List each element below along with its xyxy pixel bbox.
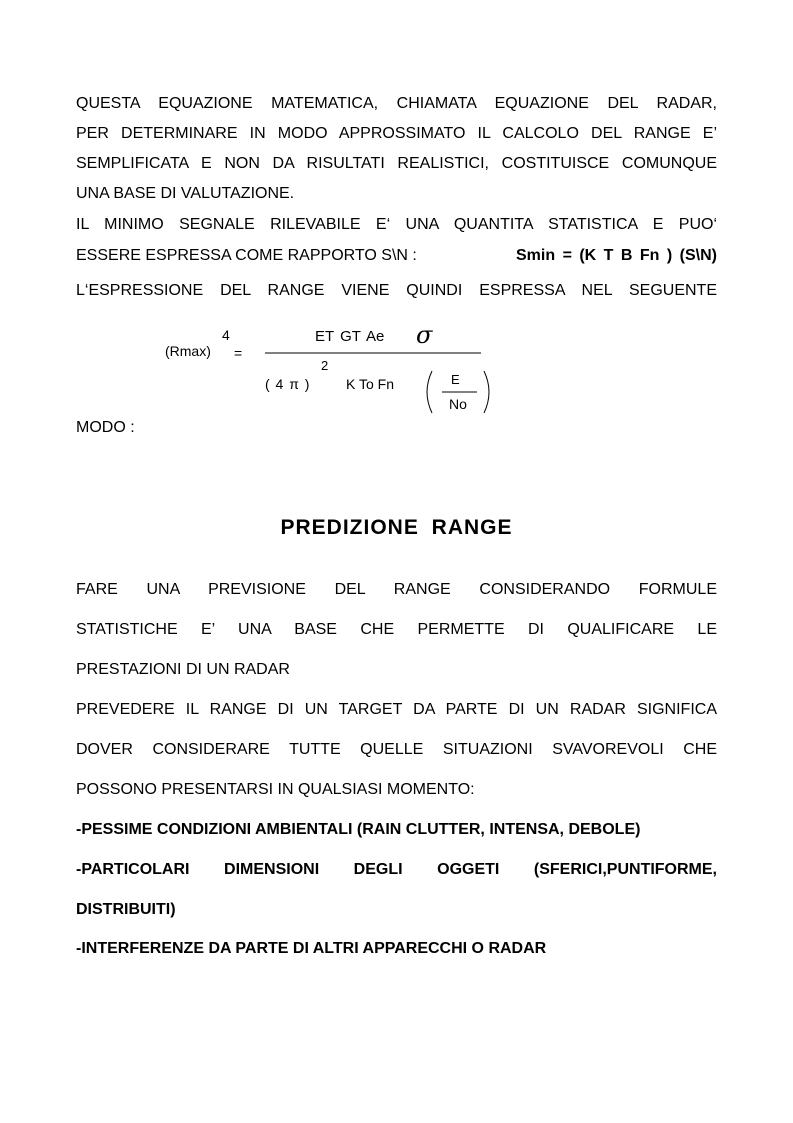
paragraph-line: SEMPLIFICATA E NON DA RISULTATI REALISTICI, COSTITUISCE COMUNQUE — [76, 155, 717, 172]
paragraph-line: MODO : — [76, 419, 135, 436]
equation-fraction-lines — [0, 0, 793, 430]
equation-equals: = — [234, 345, 243, 361]
list-item: -PESSIME CONDIZIONI AMBIENTALI (RAIN CLUTTER, INTENSA, DEBOLE) — [76, 821, 641, 838]
paragraph-line: IL MINIMO SEGNALE RILEVABILE E‘ UNA QUANTITA STATISTICA E PUO‘ — [76, 216, 717, 233]
paragraph-line: STATISTICHE E’ UNA BASE CHE PERMETTE DI QUALIFICARE LE — [76, 621, 717, 638]
list-item-continuation: DISTRIBUITI) — [76, 901, 176, 918]
sigma-symbol: σ — [416, 321, 433, 349]
paragraph-text: ESSERE ESPRESSA COME RAPPORTO S\N : — [76, 247, 417, 264]
paragraph-line: PREVEDERE IL RANGE DI UN TARGET DA PARTE DI UN RADAR SIGNIFICA — [76, 701, 717, 718]
paragraph-line: PER DETERMINARE IN MODO APPROSSIMATO IL CALCOLO DEL RANGE E’ — [76, 125, 717, 142]
paragraph-line: UNA BASE DI VALUTAZIONE. — [76, 185, 295, 202]
equation-ratio-denominator: No — [449, 396, 467, 412]
section-title: PREDIZIONE RANGE — [280, 516, 513, 539]
equation-ratio-numerator: E — [451, 372, 460, 387]
right-paren — [484, 371, 489, 413]
equation-denominator-terms: K To Fn — [346, 376, 394, 392]
paragraph-line: PRESTAZIONI DI UN RADAR — [76, 661, 290, 678]
paragraph-line: L‘ESPRESSIONE DEL RANGE VIENE QUINDI ESPRESSA NEL SEGUENTE — [76, 282, 717, 299]
equation-denominator-base: ( 4 π ) — [265, 376, 310, 392]
equation-numerator: ET GT Ae — [315, 328, 385, 345]
paragraph-line: QUESTA EQUAZIONE MATEMATICA, CHIAMATA EQUAZIONE DEL RADAR, — [76, 95, 717, 112]
paragraph-line: POSSONO PRESENTARSI IN QUALSIASI MOMENTO: — [76, 781, 475, 798]
smin-formula: Smin = (K T B Fn ) (S\N) — [516, 247, 717, 264]
equation-lhs-exponent: 4 — [222, 327, 230, 343]
list-item: -INTERFERENZE DA PARTE DI ALTRI APPARECCHI O RADAR — [76, 940, 547, 957]
equation-denominator-exponent: 2 — [321, 358, 329, 373]
equation-lhs: (Rmax) — [165, 343, 211, 359]
paragraph-line: FARE UNA PREVISIONE DEL RANGE CONSIDERANDO FORMULE — [76, 581, 717, 598]
left-paren — [427, 371, 432, 413]
paragraph-line: DOVER CONSIDERARE TUTTE QUELLE SITUAZIONI SVAVOREVOLI CHE — [76, 741, 717, 758]
list-item: -PARTICOLARI DIMENSIONI DEGLI OGGETI (SFERICI,PUNTIFORME, — [76, 861, 717, 878]
